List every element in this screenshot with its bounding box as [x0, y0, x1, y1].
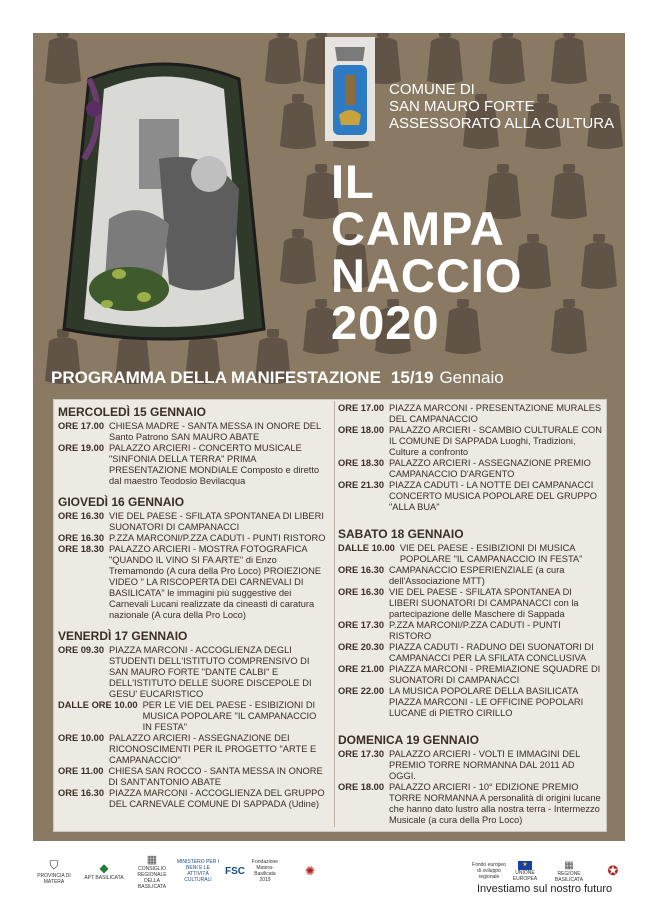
event-item — [58, 788, 326, 810]
comune-heading — [389, 81, 614, 132]
event-text: PIAZZA CADUTI - RADUNO DEI SUONATORI DI CAMPANACCI PER LA SFILATA CONCLUSIVA — [389, 642, 594, 663]
event-time: DALLE 10.00 — [338, 543, 395, 553]
event-text: VIE DEL PAESE - ESIBIZIONI DI MUSICA POPOLARE "IL CAMPANACCIO IN FESTA" — [399, 543, 583, 564]
event-text: PIAZZA MARCONI - ACCOGLIENZA DEGLI STUDENTI DELL'ISTITUTO COMPRENSIVO DI SAN MAURO FORTE "DANTE CALBI" E DELL'ISTITUTO DELLE SUORE DISCEPOLE DI GESU' EUCARISTICO — [109, 645, 312, 699]
pattern-icon: ✺ — [304, 864, 316, 878]
logo-label: CONSIGLIO REGIONALE DELLA BASILICATA — [137, 865, 167, 890]
campanaccio-illustration — [49, 49, 279, 349]
comune-line1: COMUNE DI — [389, 81, 475, 98]
comune-line2: SAN MAURO FORTE — [389, 98, 535, 115]
logo-label: APT BASILICATA — [84, 875, 124, 881]
event-item — [58, 511, 326, 533]
event-item — [338, 664, 603, 686]
fesr-logo — [472, 860, 506, 882]
logo-label: UNIONE EUROPEA — [512, 869, 538, 882]
event-time: ORE 18.00 — [338, 782, 384, 792]
event-text: PALAZZO ARCIERI - SCAMBIO CULTURALE CON IL COMUNE DI SAPPADA Luoghi, Tradizioni, Culture a confronto — [389, 425, 603, 457]
event-item — [58, 544, 326, 621]
event-item — [58, 443, 326, 487]
event-item — [338, 782, 603, 826]
title-line4: 2020 — [331, 296, 440, 349]
mibac-logo — [176, 860, 220, 882]
program-left-column — [58, 405, 326, 810]
event-time: ORE 20.30 — [338, 642, 384, 652]
event-time: ORE 16.30 — [338, 587, 384, 597]
event-text: PALAZZO ARCIERI - CONCERTO MUSICALE "SINFONIA DELLA TERRA" PRIMA PRESENTAZIONE MONDIALE Composto e diretto dal maestro Teodosio Bevilacqua — [109, 443, 320, 486]
regione-basilicata-logo — [552, 860, 586, 882]
program-right-column — [338, 403, 603, 826]
day-heading: MERCOLEDÌ 15 GENNAIO — [58, 405, 207, 419]
event-item — [338, 749, 603, 782]
apt-basilicata-logo — [84, 860, 124, 882]
event-text: PIAZZA MARCONI - PREMIAZIONE SQUADRE DI SUONATORI DI CAMPANACCI — [389, 664, 601, 685]
event-time: ORE 10.00 — [58, 733, 104, 743]
logo-label: Fondazione Matera-Basilicata 2019 — [251, 859, 279, 883]
event-item — [58, 645, 326, 700]
day-heading: DOMENICA 19 GENNAIO — [338, 733, 479, 747]
event-item — [338, 458, 603, 480]
assessorato: ASSESSORATO ALLA CULTURA — [389, 115, 615, 132]
region-icon: ▦ — [564, 859, 574, 871]
poster-title — [331, 155, 523, 349]
event-time: ORE 11.00 — [58, 766, 104, 776]
event-item — [338, 565, 603, 587]
event-item — [58, 700, 326, 733]
programma-label: PROGRAMMA DELLA MANIFESTAZIONE — [51, 368, 381, 387]
event-text: P.ZZA MARCONI/P.ZZA CADUTI - PUNTI RISTORO — [389, 620, 561, 641]
event-item — [338, 642, 603, 664]
event-text: CHIESA MADRE - SANTA MESSA IN ONORE DEL Santo Patrono SAN MAURO ABATE — [109, 421, 321, 442]
logo-label: Fondo europeo di sviluppo regionale — [472, 862, 506, 880]
logo-label: FSC — [225, 865, 245, 877]
event-time: ORE 17.00 — [58, 421, 104, 431]
capitale-cultura-logo — [286, 860, 334, 882]
event-item — [338, 543, 603, 565]
event-item — [338, 686, 603, 719]
event-item — [58, 766, 326, 788]
event-time: ORE 18.30 — [338, 458, 384, 468]
event-time: ORE 16.30 — [58, 788, 104, 798]
day-heading: SABATO 18 GENNAIO — [338, 527, 464, 541]
column-divider — [334, 401, 335, 827]
star-icon: ✪ — [607, 863, 619, 878]
event-item — [338, 480, 603, 513]
event-time: ORE 17.00 — [338, 403, 384, 413]
provincia-matera-logo — [34, 857, 74, 885]
event-time: ORE 16.30 — [58, 533, 104, 543]
event-time: ORE 18.00 — [338, 425, 384, 435]
event-text: CAMPANACCIO ESPERIENZIALE (a cura dell'Associazione MTT) — [389, 565, 565, 586]
event-item — [338, 620, 603, 642]
event-item — [338, 403, 603, 425]
event-time: ORE 17.30 — [338, 620, 384, 630]
title-line2: CAMPA — [331, 202, 505, 255]
event-text: VIE DEL PAESE - SFILATA SPONTANEA DI LIBERI SUONATORI DI CAMPANACCI con la partecipazione delle Maschere di Sappada — [389, 587, 579, 619]
event-item — [58, 533, 326, 544]
emblem-icon: ⛉ — [49, 857, 59, 872]
event-text: LA MUSICA POPOLARE DELLA BASILICATA PIAZZA MARCONI - LE OFFICINE POPOLARI LUCANE di PIETRO CIRILLO — [389, 686, 584, 718]
fondazione-matera-logo — [250, 860, 280, 882]
event-time: ORE 21.30 — [338, 480, 384, 490]
repubblica-emblem — [604, 860, 622, 882]
event-text: P.ZZA MARCONI/P.ZZA CADUTI - PUNTI RISTORO — [109, 533, 326, 543]
shield-icon: ◆ — [99, 861, 109, 875]
event-time: ORE 16.30 — [338, 565, 384, 575]
programma-month: Gennaio — [439, 368, 504, 387]
day-heading: VENERDÌ 17 GENNAIO — [58, 629, 188, 643]
programma-heading — [51, 368, 504, 388]
event-item — [58, 421, 326, 443]
event-text: PALAZZO ARCIERI - ASSEGNAZIONE DEI RICONOSCIMENTI PER IL PROGETTO "ARTE E CAMPANACCIO" — [109, 733, 317, 765]
event-time: ORE 16.30 — [58, 511, 104, 521]
event-time: ORE 18.30 — [58, 544, 104, 554]
day-heading: GIOVEDÌ 16 GENNAIO — [58, 495, 185, 509]
event-text: PALAZZO ARCIERI - 10° EDIZIONE PREMIO TORRE NORMANNA A personalità di origini lucane che hanno dato lustro alla nostra terra - Intermezzo Musicale (a cura della Pro Loco) — [389, 782, 601, 825]
event-text: PER LE VIE DEL PAESE - ESIBIZIONI DI MUSICA POPOLARE "IL CAMPANACCIO IN FESTA" — [142, 700, 317, 732]
unione-europea-logo — [510, 860, 540, 882]
eu-flag-icon: ★ — [518, 861, 532, 870]
event-text: PALAZZO ARCIERI - ASSEGNAZIONE PREMIO CAMPANACCIO D'ARGENTO — [389, 458, 591, 479]
event-text: PALAZZO ARCIERI - MOSTRA FOTOGRAFICA "QUANDO IL VINO SI FA ARTE" di Enzo Tremamondo (A cura della Pro Loco) PROIEZIONE VIDEO " LA RISCOPERTA DEI CARNEVALI DI BASILICATA" le immagini più suggestive dei Carnevali Lucani realizzate da cineasti di caratura nazionale (A cura della Pro Loco) — [109, 544, 322, 620]
event-time: ORE 22.00 — [338, 686, 384, 696]
programma-dates: 15/19 — [390, 368, 434, 387]
event-text: PALAZZO ARCIERI - VOLTI E IMMAGINI DEL PREMIO TORRE NORMANNA DAL 2011 AD OGGI. — [389, 749, 580, 781]
title-line1: IL — [331, 155, 375, 208]
consiglio-regionale-logo — [130, 853, 174, 890]
event-time: DALLE ORE 10.00 — [58, 700, 138, 710]
event-item — [338, 587, 603, 620]
fsc-logo — [224, 860, 246, 882]
event-text: CHIESA SAN ROCCO - SANTA MESSA IN ONORE DI SANT'ANTONIO ABATE — [108, 766, 323, 787]
logo-label: PROVINCIA DI MATERA — [37, 872, 71, 885]
event-text: VIE DEL PAESE - SFILATA SPONTANEA DI LIBERI SUONATORI DI CAMPANACCI — [109, 511, 324, 532]
footer-slogan: Investiamo sul nostro futuro — [477, 883, 613, 895]
event-time: ORE 21.00 — [338, 664, 384, 674]
event-time: ORE 17.30 — [338, 749, 384, 759]
event-text: PIAZZA CADUTI - LA NOTTE DEI CAMPANACCI CONCERTO MUSICA POPOLARE DEL GRUPPO "ALLA BUA" — [389, 480, 598, 512]
event-item — [338, 425, 603, 458]
event-time: ORE 19.00 — [58, 443, 104, 453]
logo-label: REGIONE BASILICATA — [554, 870, 584, 883]
title-line3: NACCIO — [331, 249, 523, 302]
event-time: ORE 09.30 — [58, 645, 104, 655]
event-text: PIAZZA MARCONI - PRESENTAZIONE MURALES DEL CAMPANACCIO — [389, 403, 602, 424]
event-item — [58, 733, 326, 766]
event-text: PIAZZA MARCONI - ACCOGLIENZA DEL GRUPPO DEL CARNEVALE COMUNE DI SAPPADA (Udine) — [109, 788, 325, 809]
logo-label: MINISTERO PER I BENI E LE ATTIVITÀ CULTURALI — [176, 859, 220, 883]
comune-crest-icon — [325, 37, 375, 141]
building-icon: ▦ — [146, 853, 158, 866]
